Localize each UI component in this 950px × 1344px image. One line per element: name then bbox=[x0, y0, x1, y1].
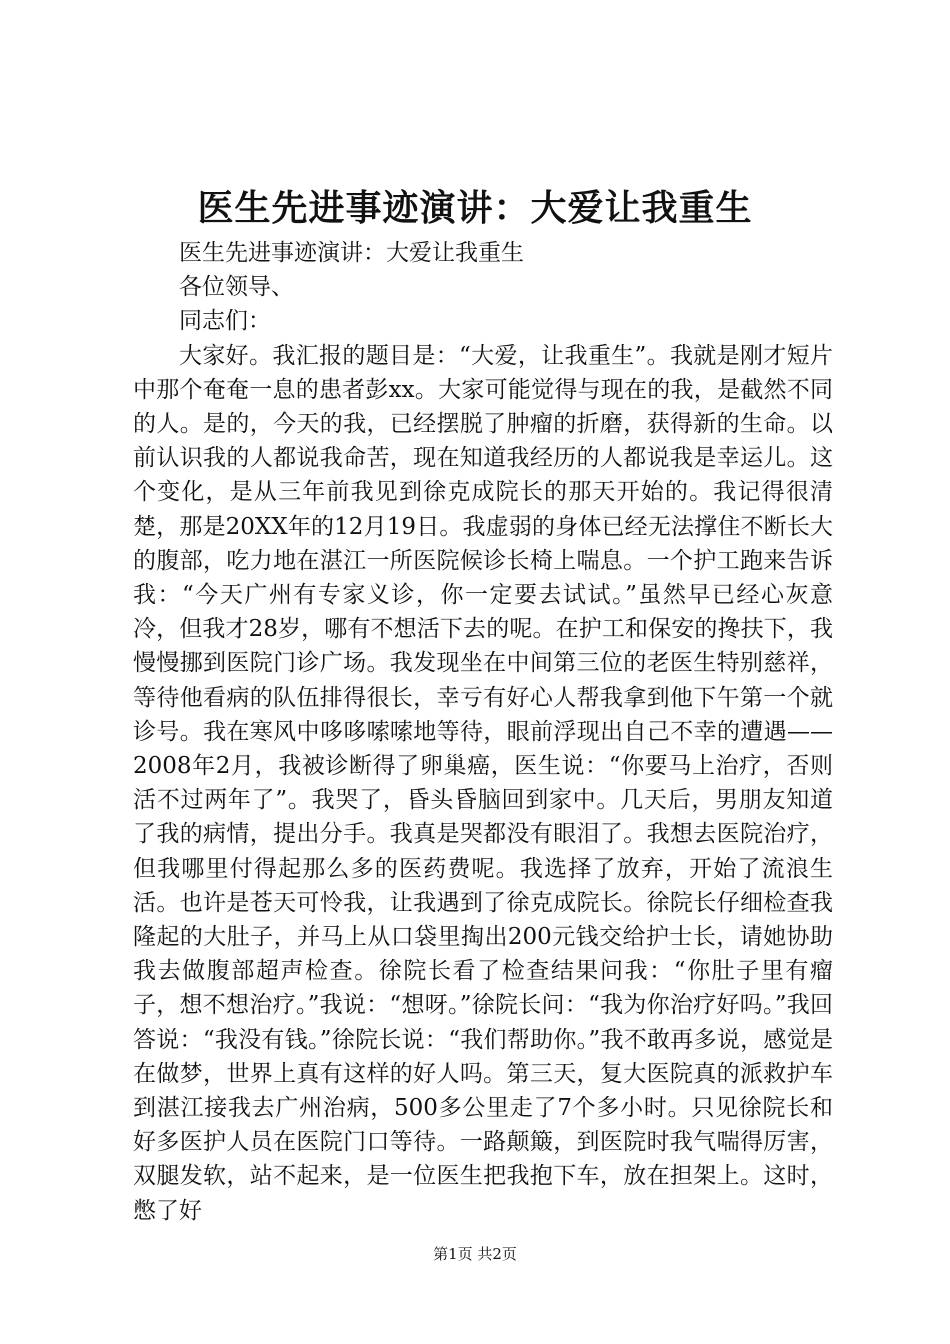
paragraph-salutation-comrades: 同志们： bbox=[179, 308, 271, 335]
paragraph-speech-body: 大家好。我汇报的题目是：“大爱，让我重生”。我就是刚才短片中那个奄奄一息的患者彭xx。大家可能觉得与现在的我，是截然不同的人。是的，今天的我，已经摆脱了肿瘤的折磨，获得新的生命。以前认识我的人都说我命苦，现在知道我经历的人都说我是幸运儿。这个变化，是从三年前我见到徐克成院长的那天开始的。我记得很清楚，那是20XX年的12月19日。我虚弱的身体已经无法撑住不断长大的腹部，吃力地在湛江一所医院候诊长椅上喘息。一个护工跑来告诉我：“今天广州有专家义诊，你一定要去试试。”虽然早已经心灰意冷，但我才28岁，哪有不想活下去的呢。在护工和保安的搀扶下，我慢慢挪到医院门诊广场。我发现坐在中间第三位的老医生特别慈祥，等待他看病的队伍排得很长，幸亏有好心人帮我拿到他下午第一个就诊号。我在寒风中哆哆嗦嗦地等待，眼前浮现出自己不幸的遭遇——2008年2月，我被诊断得了卵巢癌，医生说：“你要马上治疗，否则活不过两年了”。我哭了，昏头昏脑回到家中。几天后，男朋友知道了我的病情，提出分手。我真是哭都没有眼泪了。我想去医院治疗，但我哪里付得起那么多的医药费呢。我选择了放弃，开始了流浪生活。也许是苍天可怜我，让我遇到了徐克成院长。徐院长仔细检查我隆起的大肚子，并马上从口袋里掏出200元钱交给护士长，请她协助我去做腹部超声检查。徐院长看了检查结果问我：“你肚子里有瘤子，想不想治疗。”我说：“想呀。”徐院长问：“我为你治疗好吗。”我回答说：“我没有钱。”徐院长说：“我们帮助你。”我不敢再多说，感觉是在做梦，世界上真有这样的好人吗。第三天，复大医院真的派救护车到湛江接我去广州治病，500多公里走了7个多小时。只见徐院长和好多医护人员在医院门口等待。一路颠簸，到医院时我气喘得厉害，双腿发软，站不起来，是一位医生把我抱下车，放在担架上。这时，憋了好 bbox=[133, 342, 833, 1224]
document-body bbox=[133, 236, 833, 1228]
page-footer: 第1页 共2页 bbox=[433, 1245, 517, 1263]
paragraph-subtitle: 医生先进事迹演讲：大爱让我重生 bbox=[179, 240, 524, 266]
document-title: 医生先进事迹演讲：大爱让我重生 bbox=[197, 187, 753, 229]
paragraph-salutation-leaders: 各位领导、 bbox=[179, 274, 294, 301]
